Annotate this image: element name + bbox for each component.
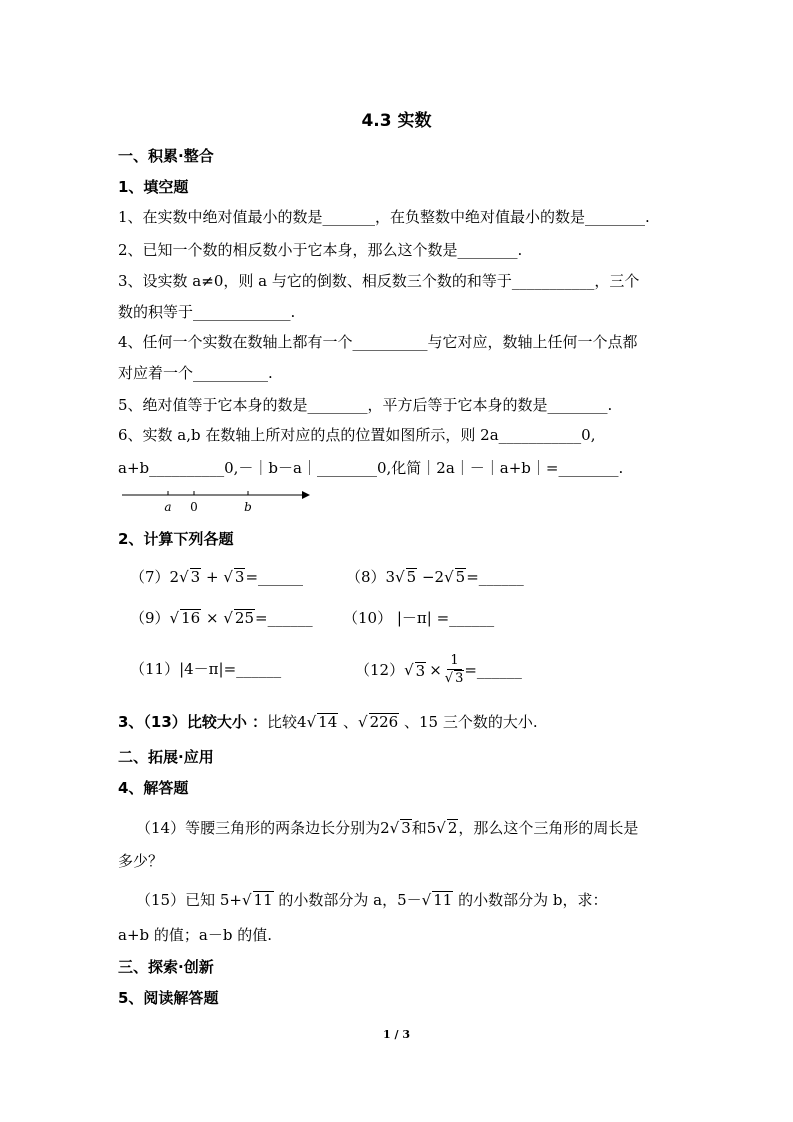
- subsection-heading-answer: 4、解答题: [118, 779, 189, 797]
- sqrt-sign: √: [169, 609, 180, 627]
- sqrt-sign: √: [306, 713, 317, 731]
- question-15-line-2: a+b 的值；a－b 的值.: [118, 926, 272, 944]
- q12-answer-blank: =______: [464, 661, 522, 679]
- sqrt-sign: √: [179, 568, 189, 586]
- question-6-line-2: a+b__________0,－｜b－a｜________0,化简｜2a｜－｜a+b｜=________.: [118, 459, 624, 477]
- q8-radicand-2: 5: [455, 568, 466, 586]
- q13-radicand-1: 14: [318, 713, 338, 731]
- calc-question-9: [130, 608, 313, 628]
- sqrt-sign: √: [223, 609, 233, 627]
- question-4-line-1: 4、任何一个实数在数轴上都有一个__________与它对应，数轴上任何一个点都: [118, 333, 638, 351]
- q9-answer-blank: =______: [255, 609, 313, 627]
- q12-denominator-radicand: 3: [455, 671, 464, 686]
- question-13: [118, 712, 538, 732]
- question-2: 2、已知一个数的相反数小于它本身，那么这个数是________.: [118, 241, 523, 259]
- q12-fraction: [445, 653, 465, 687]
- subsection-heading-fill-blank: 1、填空题: [118, 178, 189, 196]
- question-1: 1、在实数中绝对值最小的数是_______，在负整数中绝对值最小的数是________.: [118, 208, 650, 226]
- sqrt-sign: √: [421, 891, 432, 909]
- sqrt-sign: √: [223, 568, 233, 586]
- calc-question-11: （11）|4－π|=______: [130, 660, 282, 678]
- sqrt-sign: √: [436, 819, 446, 837]
- tick-label-b: b: [244, 500, 252, 514]
- question-14-line-1: [136, 818, 638, 838]
- number-line-figure: [118, 486, 318, 516]
- question-3-line-2: 数的积等于_____________.: [118, 303, 296, 321]
- q14-suffix: ，那么这个三角形的周长是: [458, 819, 639, 837]
- q12-numerator: 1: [447, 653, 461, 670]
- q8-minus: −2: [421, 568, 445, 586]
- q8-answer-blank: =______: [466, 568, 524, 586]
- subsection-heading-reading: 5、阅读解答题: [118, 989, 219, 1007]
- tick-label-0: 0: [190, 500, 198, 514]
- q8-radicand-1: 5: [406, 568, 417, 586]
- sqrt-sign: √: [389, 819, 400, 837]
- q9-prefix: （9）: [130, 609, 170, 627]
- sqrt-sign: √: [241, 891, 252, 909]
- calc-question-10: （10） |－π| =______: [343, 609, 495, 627]
- q7-radicand-2: 3: [234, 568, 245, 586]
- q13-radicand-2: 226: [369, 713, 399, 731]
- q13-bold-label: 比较大小 ：: [186, 713, 268, 731]
- sqrt-sign: √: [444, 568, 454, 586]
- q7-prefix: （7）2: [130, 568, 180, 586]
- section-heading-3: 三、探索·创新: [118, 958, 214, 976]
- q15-radicand-2: 11: [433, 891, 453, 909]
- number-line-arrow: [302, 491, 310, 499]
- q13-prefix: 3、（13）: [118, 713, 187, 731]
- q15-radicand-1: 11: [253, 891, 273, 909]
- q14-mid: 和5: [411, 819, 437, 837]
- sqrt-sign: √: [358, 713, 368, 731]
- page-number: 1 / 3: [383, 1028, 410, 1041]
- page-title: 4.3 实数: [361, 111, 432, 131]
- q9-radicand-2: 25: [234, 609, 254, 627]
- sqrt-sign: √: [395, 568, 405, 586]
- q14-prefix: （14）等腰三角形的两条边长分别为2: [136, 819, 390, 837]
- q9-radicand-1: 16: [181, 609, 201, 627]
- question-3-line-1: 3、设实数 a≠0，则 a 与它的倒数、相反数三个数的和等于___________，三个: [118, 272, 640, 290]
- calc-question-7: [130, 567, 303, 587]
- q15-suffix: 的小数部分为 b，求：: [453, 891, 608, 909]
- section-heading-2: 二、拓展·应用: [118, 748, 214, 766]
- section-heading-1: 一、积累·整合: [118, 147, 214, 165]
- q12-denominator: [445, 670, 465, 687]
- q7-answer-blank: =______: [245, 568, 304, 586]
- question-15-line-1: [136, 890, 607, 910]
- question-4-line-2: 对应着一个__________.: [118, 364, 273, 382]
- q13-suffix: 、15 三个数的大小.: [399, 713, 538, 731]
- tick-label-a: a: [164, 500, 172, 514]
- q9-times: ×: [205, 609, 219, 627]
- q12-prefix: （12）: [355, 661, 405, 679]
- q14-radicand-1: 3: [401, 819, 411, 837]
- q12-radicand: 3: [415, 661, 426, 680]
- q14-radicand-2: 2: [447, 819, 458, 837]
- calc-question-8: [346, 567, 524, 587]
- q7-radicand-1: 3: [190, 568, 201, 586]
- calc-question-12: [355, 650, 522, 690]
- question-6-line-1: 6、实数 a,b 在数轴上所对应的点的位置如图所示，则 2a___________0,: [118, 426, 596, 444]
- q13-separator: 、: [338, 713, 359, 731]
- question-5: 5、绝对值等于它本身的数是________，平方后等于它本身的数是________.: [118, 396, 613, 414]
- question-14-line-2: 多少？: [118, 852, 164, 870]
- q7-plus: +: [205, 568, 219, 586]
- q12-times: ×: [429, 661, 442, 679]
- subsection-heading-calculate: 2、计算下列各题: [118, 530, 234, 548]
- sqrt-sign: √: [444, 671, 454, 686]
- q15-mid: 的小数部分为 a，5－: [273, 891, 422, 909]
- q8-prefix: （8）3: [346, 568, 396, 586]
- q15-prefix: （15）已知 5+: [136, 891, 242, 909]
- q13-text: 比较4: [267, 713, 307, 731]
- sqrt-sign: √: [404, 661, 414, 679]
